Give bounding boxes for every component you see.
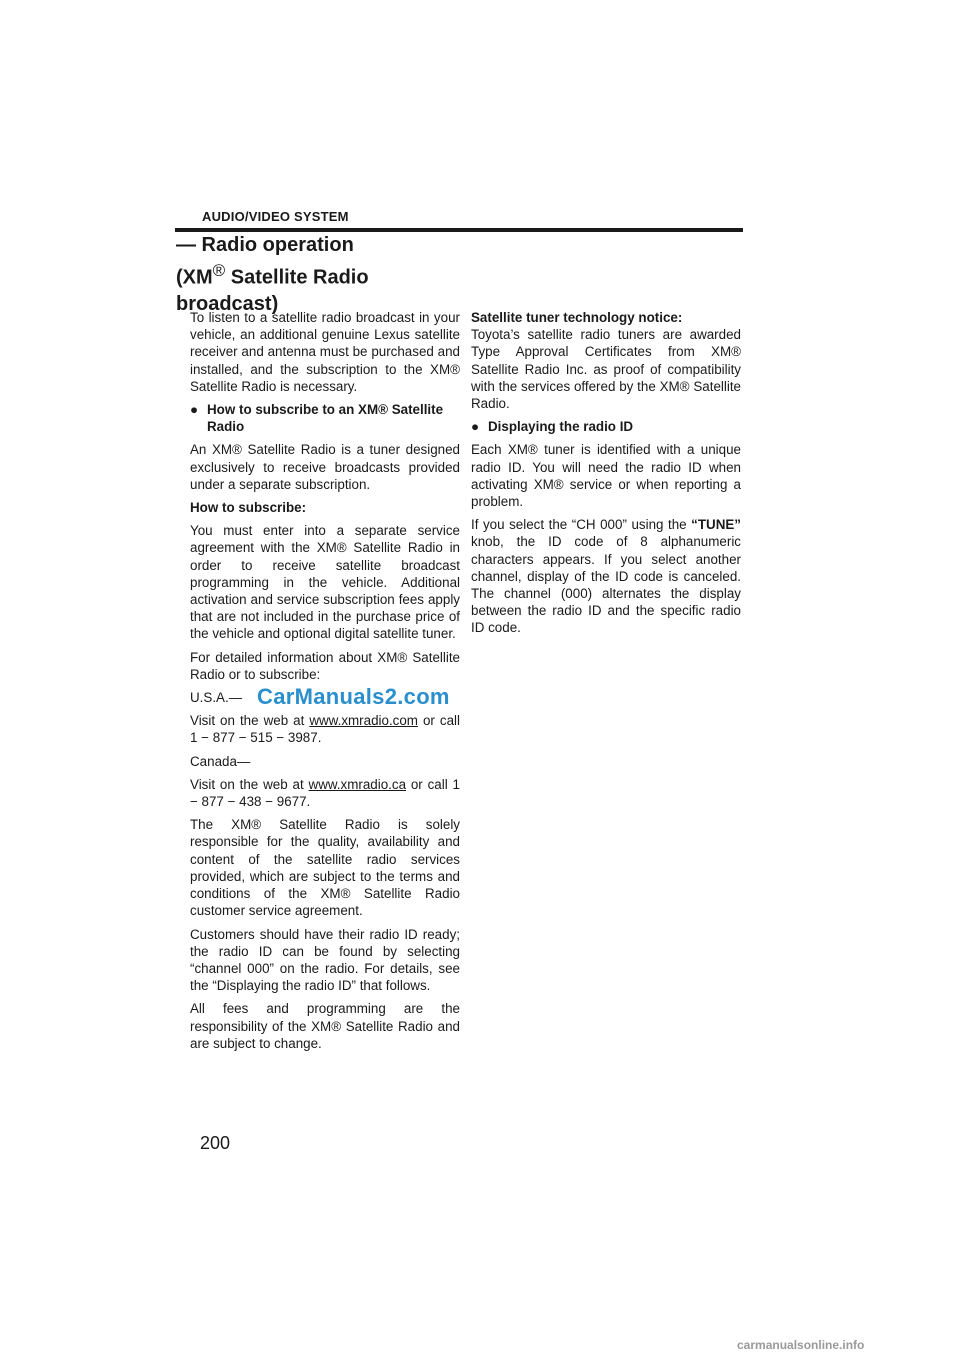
usa-text: Visit on the web at xyxy=(190,713,310,729)
title-line-2 xyxy=(176,258,476,291)
page-number: 200 xyxy=(200,1133,231,1153)
responsibility-paragraph: The XM® Satellite Radio is solely responsible for the quality, availability and content of the satellite radio services provided, which are subject to the terms and conditions of the XM® Satellite Radio customer service agreement. xyxy=(190,817,460,919)
canada-text: Visit on the web at xyxy=(190,776,309,792)
technology-notice-heading: Satellite tuner technology notice: xyxy=(471,310,683,325)
intro-paragraph: To listen to a satellite radio broadcast in your vehicle, an additional genuine Lexus satellite receiver and antenna must be purchased and installed, and the subscription to the XM® Satellite Radio is necessary. xyxy=(190,310,460,394)
bullet-icon: ● xyxy=(471,419,480,435)
tuner-paragraph: An XM® Satellite Radio is a tuner designed exclusively to receive broadcasts provided under a separate subscription. xyxy=(190,442,460,492)
xmradio-com-link[interactable]: www.xmradio.com xyxy=(309,713,418,729)
tune-knob-label: “TUNE” xyxy=(691,517,741,533)
info-paragraph: For detailed information about XM® Satellite Radio or to subscribe: xyxy=(190,649,460,682)
ch000-paragraph xyxy=(471,516,741,636)
usa-phone: or call 1 − 877 − 515 − 3987. xyxy=(190,713,460,746)
canada-label: Canada— xyxy=(190,753,251,769)
xmradio-ca-link[interactable]: www.xmradio.ca xyxy=(308,776,407,792)
title-text: Satellite Radio xyxy=(225,266,369,289)
technology-notice xyxy=(471,309,741,412)
unique-id-paragraph: Each XM® tuner is identified with a unique radio ID. You will need the radio ID when activating XM® service or when reporting a problem. xyxy=(471,442,741,510)
ch000-text: knob, the ID code of 8 alphanumeric characters appears. If you select another channel, display of the ID code is canceled. The channel (000) alternates the display between the radio ID and the specific radio ID code. xyxy=(471,534,741,636)
watermark-logo: CarManuals2.com xyxy=(257,684,450,709)
right-column xyxy=(471,309,741,643)
how-to-subscribe-heading: How to subscribe: xyxy=(190,500,307,516)
page-title xyxy=(176,232,476,317)
canada-contact xyxy=(190,776,460,810)
radio-id-paragraph: Customers should have their radio ID ready; the radio ID can be found by selecting “channel 000” on the radio. For details, see the “Displaying the radio ID” that follows. xyxy=(190,926,460,994)
subscribe-heading xyxy=(190,401,460,435)
title-text: (XM xyxy=(176,266,213,289)
fees-paragraph: All fees and programming are the responsibility of the XM® Satellite Radio and are subject to change. xyxy=(190,1001,460,1051)
canada-phone: or call 1 − 877 − 438 − 9677. xyxy=(190,776,460,810)
radio-id-heading-text: Displaying the radio ID xyxy=(488,419,634,435)
technology-notice-text: Toyota’s satellite radio tuners are awarded Type Approval Certificates from XM® Satellite Radio Inc. as proof of compatibility with the services offered by the XM® Satellite Radio. xyxy=(471,327,741,412)
title-line-1: — Radio operation xyxy=(176,234,354,256)
ch000-text: If you select the “CH 000” using the xyxy=(471,517,692,533)
footer-watermark: carmanualsonline.info xyxy=(737,1338,865,1352)
usa-contact xyxy=(190,712,460,746)
service-agreement-paragraph: You must enter into a separate service agreement with the XM® Satellite Radio in order to receive satellite broadcast programming in the vehicle. Additional activation and service subscription fees apply that are not included in the purchase price of the vehicle and optional digital satellite tuner. xyxy=(190,523,460,642)
subscribe-heading-text: How to subscribe to an XM® Satellite Radio xyxy=(207,402,444,435)
usa-label: U.S.A.— xyxy=(190,690,243,706)
registered-mark: ® xyxy=(212,261,226,280)
radio-id-heading xyxy=(471,418,741,435)
bullet-icon: ● xyxy=(190,402,199,418)
section-label: AUDIO/VIDEO SYSTEM xyxy=(202,209,349,224)
title-line-3: broadcast) xyxy=(176,292,279,315)
